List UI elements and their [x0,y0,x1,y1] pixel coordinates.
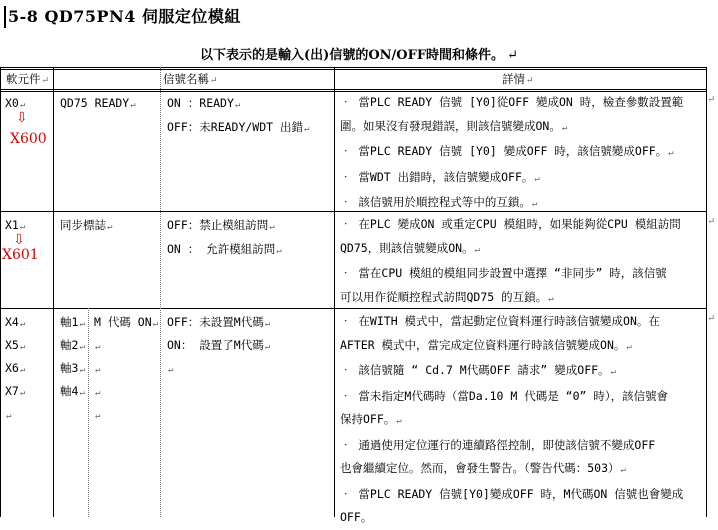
col-border [53,67,54,517]
detail-line: 可以用作從順控程式訪問QD75 的互鎖。↵ [340,289,554,304]
detail-line: AFTER 模式中，當完成定位資料運行時該信號變成ON。↵ [340,337,632,352]
row-details [340,310,704,530]
detail-line: ‧ 當PLC READY 信號 [Y0]從OFF 變成ON 時，檢查參數設置範 [340,95,684,109]
empty-paragraph: ↵ [95,388,101,398]
paragraph-mark: ↵ [707,217,715,227]
table-caption [0,44,718,63]
axis-label: 軸4↵ [60,384,85,398]
signal-state: OFF：禁止模組訪問↵ [167,218,275,232]
detail-line: 圍。如果沒有發現錯誤，則該信號變成ON。↵ [340,118,568,133]
paragraph-mark: ↵ [707,314,715,324]
signal-name: QD75 READY↵ [60,96,136,110]
detail-line: ‧ 通過使用定位運行的連續路徑控制，即使該信號不變成OFF [340,437,656,452]
header-detail: 詳情↵ [502,72,534,86]
empty-paragraph: ↵ [95,411,101,421]
detail-line: 也會繼續定位。然而，會發生警告。（警告代碼：503）↵ [340,461,626,475]
device-x1: X1↵ [5,218,26,232]
signal-name: M 代碼 ON↵ [94,315,159,329]
arrow-down-icon: ⇩ [16,110,28,126]
axis-label: 軸1↵ [60,315,85,329]
empty-paragraph: ↵ [6,411,12,421]
detail-line: ‧ 當未指定M代碼時（當Da.10 M 代碼是 “0” 時），該信號會 [340,388,669,403]
row-details [340,91,704,217]
paragraph-mark: ↵ [707,95,715,105]
axis-label: 軸3↵ [60,361,85,375]
detail-line: OFF。 [340,510,373,524]
detail-line: ‧ 當WDT 出錯時，該信號變成OFF。↵ [340,169,540,184]
caption-text: 以下表示的是輸入(出)信號的ON/OFF時間和條件。 [200,48,505,63]
signal-name: 同步標誌↵ [60,218,113,232]
detail-line: ‧ 該信號用於順控程式等中的互鎖。↵ [340,195,538,209]
empty-paragraph: ↵ [95,365,101,375]
device-x0: X0↵ [5,96,26,110]
detail-line: ‧ 當PLC READY 信號[Y0]變成OFF 時，M代碼ON 信號也會變成 [340,486,684,501]
signal-state: ON ： 允許模組訪問↵ [167,242,282,256]
detail-line: 保持OFF。↵ [340,412,402,426]
header-device: 軟元件↵ [6,72,50,86]
col-sub-border [160,67,161,517]
signal-table [0,67,718,524]
signal-state: ON： 設置了M代碼↵ [167,338,271,352]
page-title: 5-8 QD75PN4 伺服定位模組 [4,6,241,28]
signal-state: OFF：未READY/WDT 出錯↵ [167,120,310,134]
detail-line: ‧ 在WITH 模式中，當起動定位資料運行時該信號變成ON。在 [340,314,660,328]
detail-line: ‧ 當PLC READY 信號 [Y0] 變成OFF 時，該信號變成OFF。↵ [340,144,674,158]
detail-line: QD75，則該信號變成ON。↵ [340,240,480,255]
signal-state: OFF：未設置M代碼↵ [167,315,271,329]
annotation-x600: X600 [10,131,47,147]
empty-paragraph: ↵ [95,342,101,352]
annotation-x601: X601 [2,247,39,263]
empty-paragraph: ↵ [168,365,174,375]
axis-label: 軸2↵ [60,338,85,352]
header-signal: 信號名稱↵ [163,72,218,86]
table-top-border [0,67,706,70]
arrow-down-icon: ⇩ [13,232,25,248]
col-border [334,67,335,517]
detail-line: ‧ 當在CPU 模組的模組同步設置中選擇 “非同步” 時，該信號 [340,266,667,280]
device-x4: X4↵ [5,315,26,329]
device-x5: X5↵ [5,338,26,352]
device-x6: X6↵ [5,361,26,375]
col-sub-border [88,308,89,517]
col-border [0,67,1,517]
device-x7: X7↵ [5,384,26,398]
signal-state: ON ：READY↵ [167,96,241,110]
paragraph-mark: ↵ [507,48,518,63]
detail-line: ‧ 該信號隨 “ Cd.7 M代碼OFF 請求” 變成OFF。↵ [340,363,616,377]
col-border [706,67,707,517]
detail-line: ‧ 在PLC 變成ON 或重定CPU 模組時，如果能夠從CPU 模組訪問 [340,217,681,231]
row-details [340,213,704,311]
